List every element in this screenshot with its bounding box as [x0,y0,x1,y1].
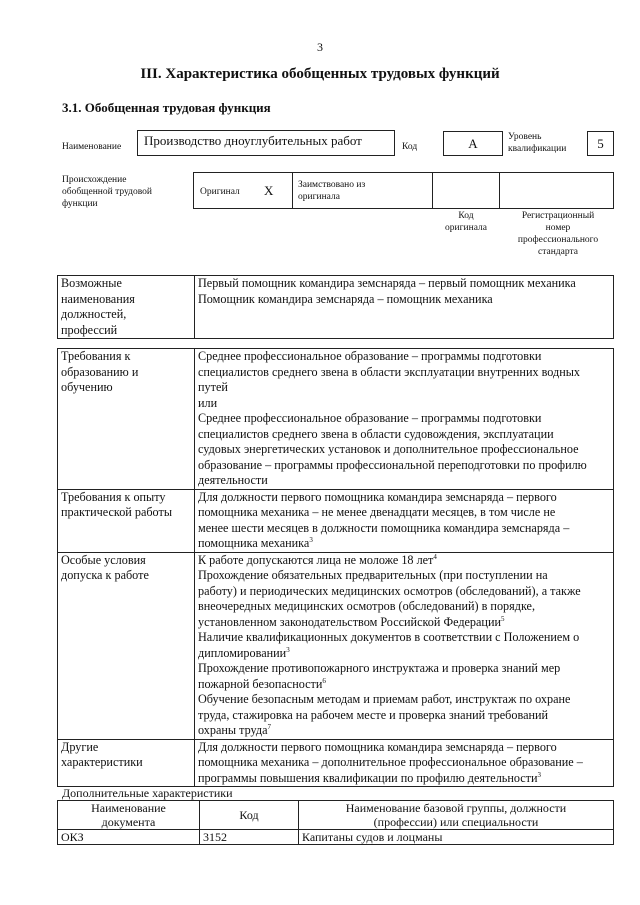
positions-value: Первый помощник командира земснаряда – первый помощник механика Помощник командира земснаряда – помощник механика [195,276,614,339]
footnote-mark: 7 [267,722,271,731]
divider [499,172,500,209]
education-label: Требования к образованию и обучению [58,349,195,490]
additional-title: Дополнительные характеристики [62,786,233,800]
level-label: Уровень квалификации [508,132,567,154]
other-characteristics-label: Другие характеристики [58,739,195,787]
divider [432,172,433,209]
footnote-mark: 6 [322,676,326,685]
table-row [58,830,614,845]
original-mark: X [264,183,274,198]
original-label: Оригинал [200,187,240,197]
footnote-mark: 3 [309,535,313,544]
table-row [58,276,614,339]
divider [292,172,293,209]
section-title: III. Характеристика обобщенных трудовых функций [140,66,500,82]
name-label: Наименование [62,142,122,152]
footnote-mark: 3 [537,770,542,779]
positions-table [57,275,614,339]
header-code: Код [200,801,299,830]
table-row [58,739,614,787]
table-row [58,349,614,490]
table-row [58,552,614,739]
row-doc: ОКЗ [58,830,200,845]
page-number: 3 [317,40,323,54]
reg-number-caption: Регистрационный номер профессионального стандарта [517,211,599,257]
header-name: Наименование базовой группы, должности (профессии) или специальности [299,801,614,830]
row-code: 3152 [200,830,299,845]
code-box [443,131,503,156]
requirements-table [57,348,614,787]
header-doc: Наименование документа [58,801,200,830]
experience-value: Для должности первого помощника командира земснаряда – первого помощника механика – не менее двенадцати месяцев, в том числе не менее шести месяцев в должности помощника командира земснаряда – помощника механика$^3$ [195,489,614,552]
origin-label: Происхождение обобщенной трудовой функции [62,175,152,209]
function-name: Производство дноуглубительных работ [144,133,362,148]
experience-label: Требования к опыту практической работы [58,489,195,552]
special-conditions-label: Особые условия допуска к работе [58,552,195,739]
table-row [58,801,614,830]
level-value: 5 [597,136,604,151]
footnote-mark: 5 [501,614,505,623]
table-row [58,489,614,552]
positions-label: Возможные наименования должностей, профессий [58,276,195,339]
name-box [137,130,395,156]
row-name: Капитаны судов и лоцманы [299,830,614,845]
footnote-mark: 3 [286,645,290,654]
code-label: Код [402,142,418,152]
borrowed-label: Заимствовано из оригинала [298,180,366,202]
origin-table [193,172,614,209]
other-characteristics-value: Для должности первого помощника командира земснаряда – первого помощника механика – дополнительное профессиональное образование – программы повышения квалификации по профилю деятельности$^3$ [195,739,614,787]
footnote-mark: 4 [433,552,437,561]
special-conditions-value: К работе допускаются лица не моложе 18 лет$^4$ Прохождение обязательных предварительных (при поступлении на работу) и периодических медицинских осмотров (обследований), а также внеочередных медицинских осмотров (обследований) в порядке, установленном законодательством Российской Федерации$^5$ Наличие квалификационных документов в соответствии с Положением о дипломировании$^3$ Прохождение противопожарного инструктажа и проверка знаний мер пожарной безопасности$^6$ Обучение безопасным методам и приемам работ, инструктаж по охране труда, стажировка на рабочем месте и проверка знаний требований охраны труда$^7$ [195,552,614,739]
education-value: Среднее профессиональное образование – программы подготовки специалистов среднего звена в области эксплуатации внутренних водных путей или Среднее профессиональное образование – программы подготовки специалистов среднего звена в области судовождения, эксплуатации судовых энергетических установок и дополнительное профессиональное образование – программы профессиональной переподготовки по профилю деятельности [195,349,614,490]
level-box [587,131,614,156]
subsection-title: 3.1. Обобщенная трудовая функция [62,100,271,115]
additional-table [57,800,614,845]
code-original-caption: Код оригинала [445,211,487,233]
code-value: А [468,136,478,151]
